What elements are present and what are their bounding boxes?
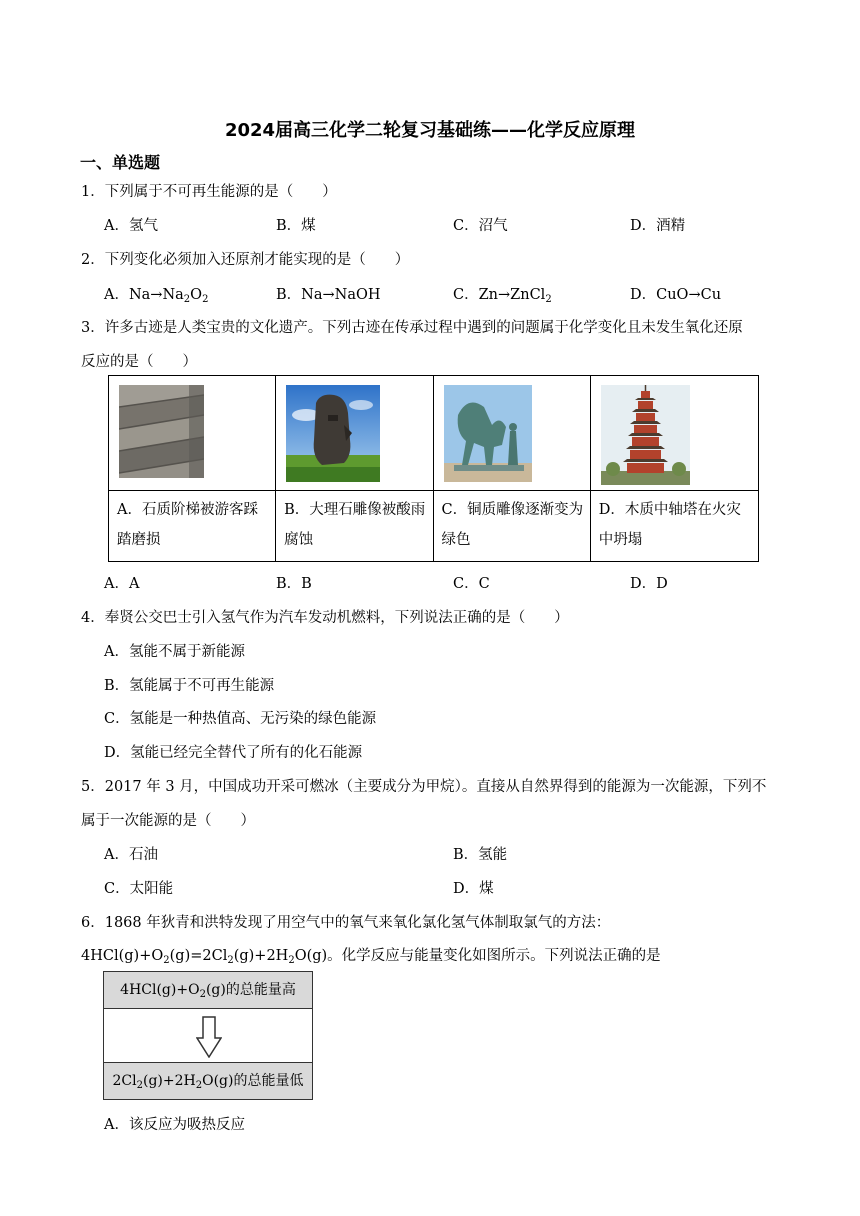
q5-option-c: C．太阳能 <box>104 881 174 897</box>
question-5-stem-line2: 属于一次能源的是（ ） <box>81 813 255 829</box>
caption-a: A．石质阶梯被游客踩踏磨损 <box>109 491 276 562</box>
q4-option-c: C．氢能是一种热值高、无污染的绿色能源 <box>104 711 377 727</box>
question-5-stem-line1: 5．2017 年 3 月，中国成功开采可燃冰（主要成分为甲烷）。直接从自然界得到的能源为一次能源，下列不 <box>81 779 767 795</box>
wooden-pagoda-image <box>601 385 690 485</box>
q1-option-d: D．酒精 <box>630 218 686 234</box>
q4-option-b: B．氢能属于不可再生能源 <box>104 678 275 694</box>
q3-option-d: D．D <box>630 576 668 592</box>
down-arrow-icon <box>196 1016 222 1058</box>
q2-option-c: C．Zn→ZnCl$_2$ <box>453 287 552 305</box>
q1-option-c: C．沼气 <box>453 218 508 234</box>
q5-option-a: A．石油 <box>104 847 158 863</box>
page-title: 2024届高三化学二轮复习基础练——化学反应原理 <box>224 120 636 141</box>
q3-picture-table <box>108 375 759 562</box>
caption-d: D．木质中轴塔在火灾中坍塌 <box>590 491 758 562</box>
question-6-stem-line1: 6．1868 年狄青和洪特发现了用空气中的氧气来氧化氯化氢气体制取氯气的方法： <box>81 915 611 931</box>
q3-option-b: B．B <box>276 576 312 592</box>
question-3-stem-line2: 反应的是（ ） <box>81 354 197 370</box>
caption-b: B．大理石雕像被酸雨腐蚀 <box>276 491 433 562</box>
q3-option-a: A．A <box>104 576 140 592</box>
q2-option-d: D．CuO→Cu <box>630 287 722 303</box>
q2-option-b: B．Na→NaOH <box>276 287 381 303</box>
q4-option-d: D．氢能已经完全替代了所有的化石能源 <box>104 745 363 761</box>
marble-statue-image <box>286 385 380 482</box>
question-4-stem: 4．奉贤公交巴士引入氢气作为汽车发动机燃料，下列说法正确的是（ ） <box>81 610 569 626</box>
question-6-equation-line: $4HCl(g)+O_2(g)=2Cl_2(g)+2H_2O(g)$。化学反应与能量变化如图所示。下列说法正确的是 <box>81 948 661 966</box>
caption-c: C．铜质雕像逐渐变为绿色 <box>433 491 590 562</box>
energy-low-label: $2Cl_2(g)+2H_2O(g)$的总能量低 <box>104 1062 312 1099</box>
q5-option-d: D．煤 <box>453 881 494 897</box>
picture-cell-stairs <box>109 376 276 491</box>
q6-option-a: A．该反应为吸热反应 <box>104 1117 245 1133</box>
question-1-stem: 1．下列属于不可再生能源的是（ ） <box>81 184 337 200</box>
bronze-statue-image <box>444 385 532 482</box>
stone-stairs-image <box>119 385 204 478</box>
q1-option-a: A．氢气 <box>104 218 158 234</box>
energy-high-label: $4HCl(g)+O_2(g)$的总能量高 <box>104 972 312 1009</box>
q2-option-a: A．$Na\to Na_2O_2$ <box>104 287 209 305</box>
q4-option-a: A．氢能不属于新能源 <box>104 644 245 660</box>
q5-option-b: B．氢能 <box>453 847 508 863</box>
energy-diagram <box>103 971 313 1100</box>
picture-cell-bronze <box>433 376 590 491</box>
q3-option-c: C．C <box>453 576 490 592</box>
q1-option-b: B．煤 <box>276 218 316 234</box>
question-2-stem: 2．下列变化必须加入还原剂才能实现的是（ ） <box>81 252 410 268</box>
section-heading: 一、单选题 <box>80 153 161 172</box>
picture-cell-statue <box>276 376 433 491</box>
question-3-stem-line1: 3．许多古迹是人类宝贵的文化遗产。下列古迹在传承过程中遇到的问题属于化学变化且未发生氧化还原 <box>81 320 743 336</box>
picture-cell-pagoda <box>590 376 758 491</box>
